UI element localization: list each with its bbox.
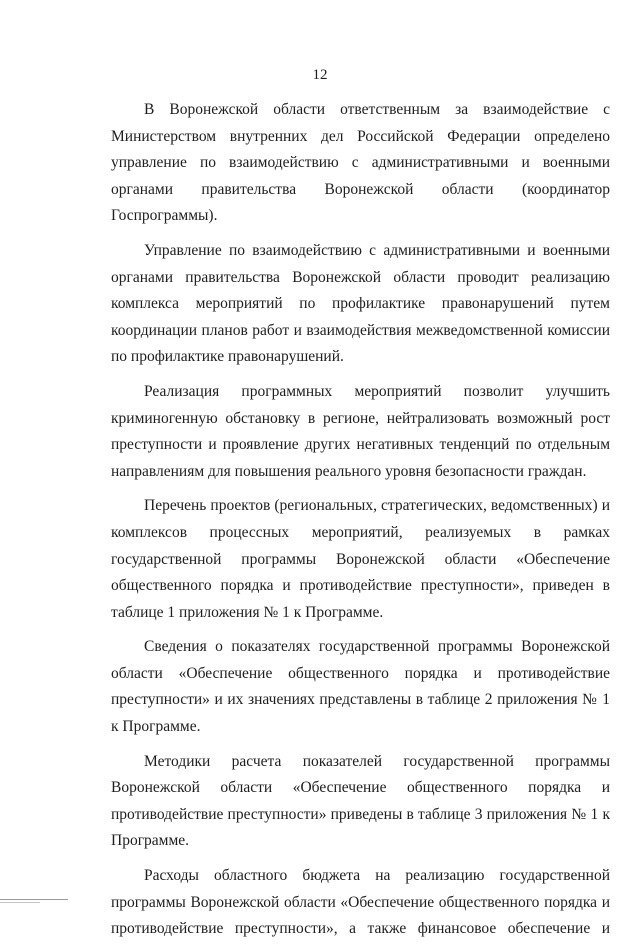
- footer-rule-secondary: [0, 902, 40, 903]
- paragraph-program-effects: Реализация программных мероприятий позволит улучшить криминогенную обстановку в регионе, нейтрализовать возможный рост преступности и проявление других негативных тенденций по отдельным направлениям для повышения реального уровня безопасности граждан.: [111, 382, 610, 480]
- document-body: [111, 97, 610, 951]
- paragraph-expenses: Расходы областного бюджета на реализацию государственной программы Воронежской области «Обеспечение общественного порядка и противодействие преступности», а также финансовое обеспечение и: [111, 867, 610, 938]
- footer-rule: [0, 899, 68, 900]
- paragraph-crime-prevention-coordination: Управление по взаимодействию с административными и военными органами правительства Воронежской области проводит реализацию комплекса мероприятий по профилактике правонарушений путем координации планов работ и взаимодействия межведомственной комиссии по профилактике правонарушений.: [111, 241, 610, 366]
- paragraph-responsible-body: В Воронежской области ответственным за взаимодействие с Министерством внутренних дел Российской Федерации определено управление по взаимодействию с административными и военными органами правительства Воронежской области (координатор Госпрограммы).: [111, 101, 610, 225]
- paragraph-methodology: Методики расчета показателей государственной программы Воронежской области «Обеспечение общественного порядка и противодействие преступности» приведены в таблице 3 приложения № 1 к Программе.: [111, 752, 610, 850]
- paragraph-indicators: Сведения о показателях государственной программы Воронежской области «Обеспечение общественного порядка и противодействие преступности» и их значениях представлены в таблице 2 приложения № 1 к Программе.: [111, 638, 610, 736]
- paragraph-project-list: Перечень проектов (региональных, стратегических, ведомственных) и комплексов процессных мероприятий, реализуемых в рамках государственной программы Воронежской области «Обеспечение общественного порядка и противодействие преступности», приведен в таблице 1 приложения № 1 к Программе.: [111, 497, 610, 621]
- page-number: 12: [312, 67, 328, 83]
